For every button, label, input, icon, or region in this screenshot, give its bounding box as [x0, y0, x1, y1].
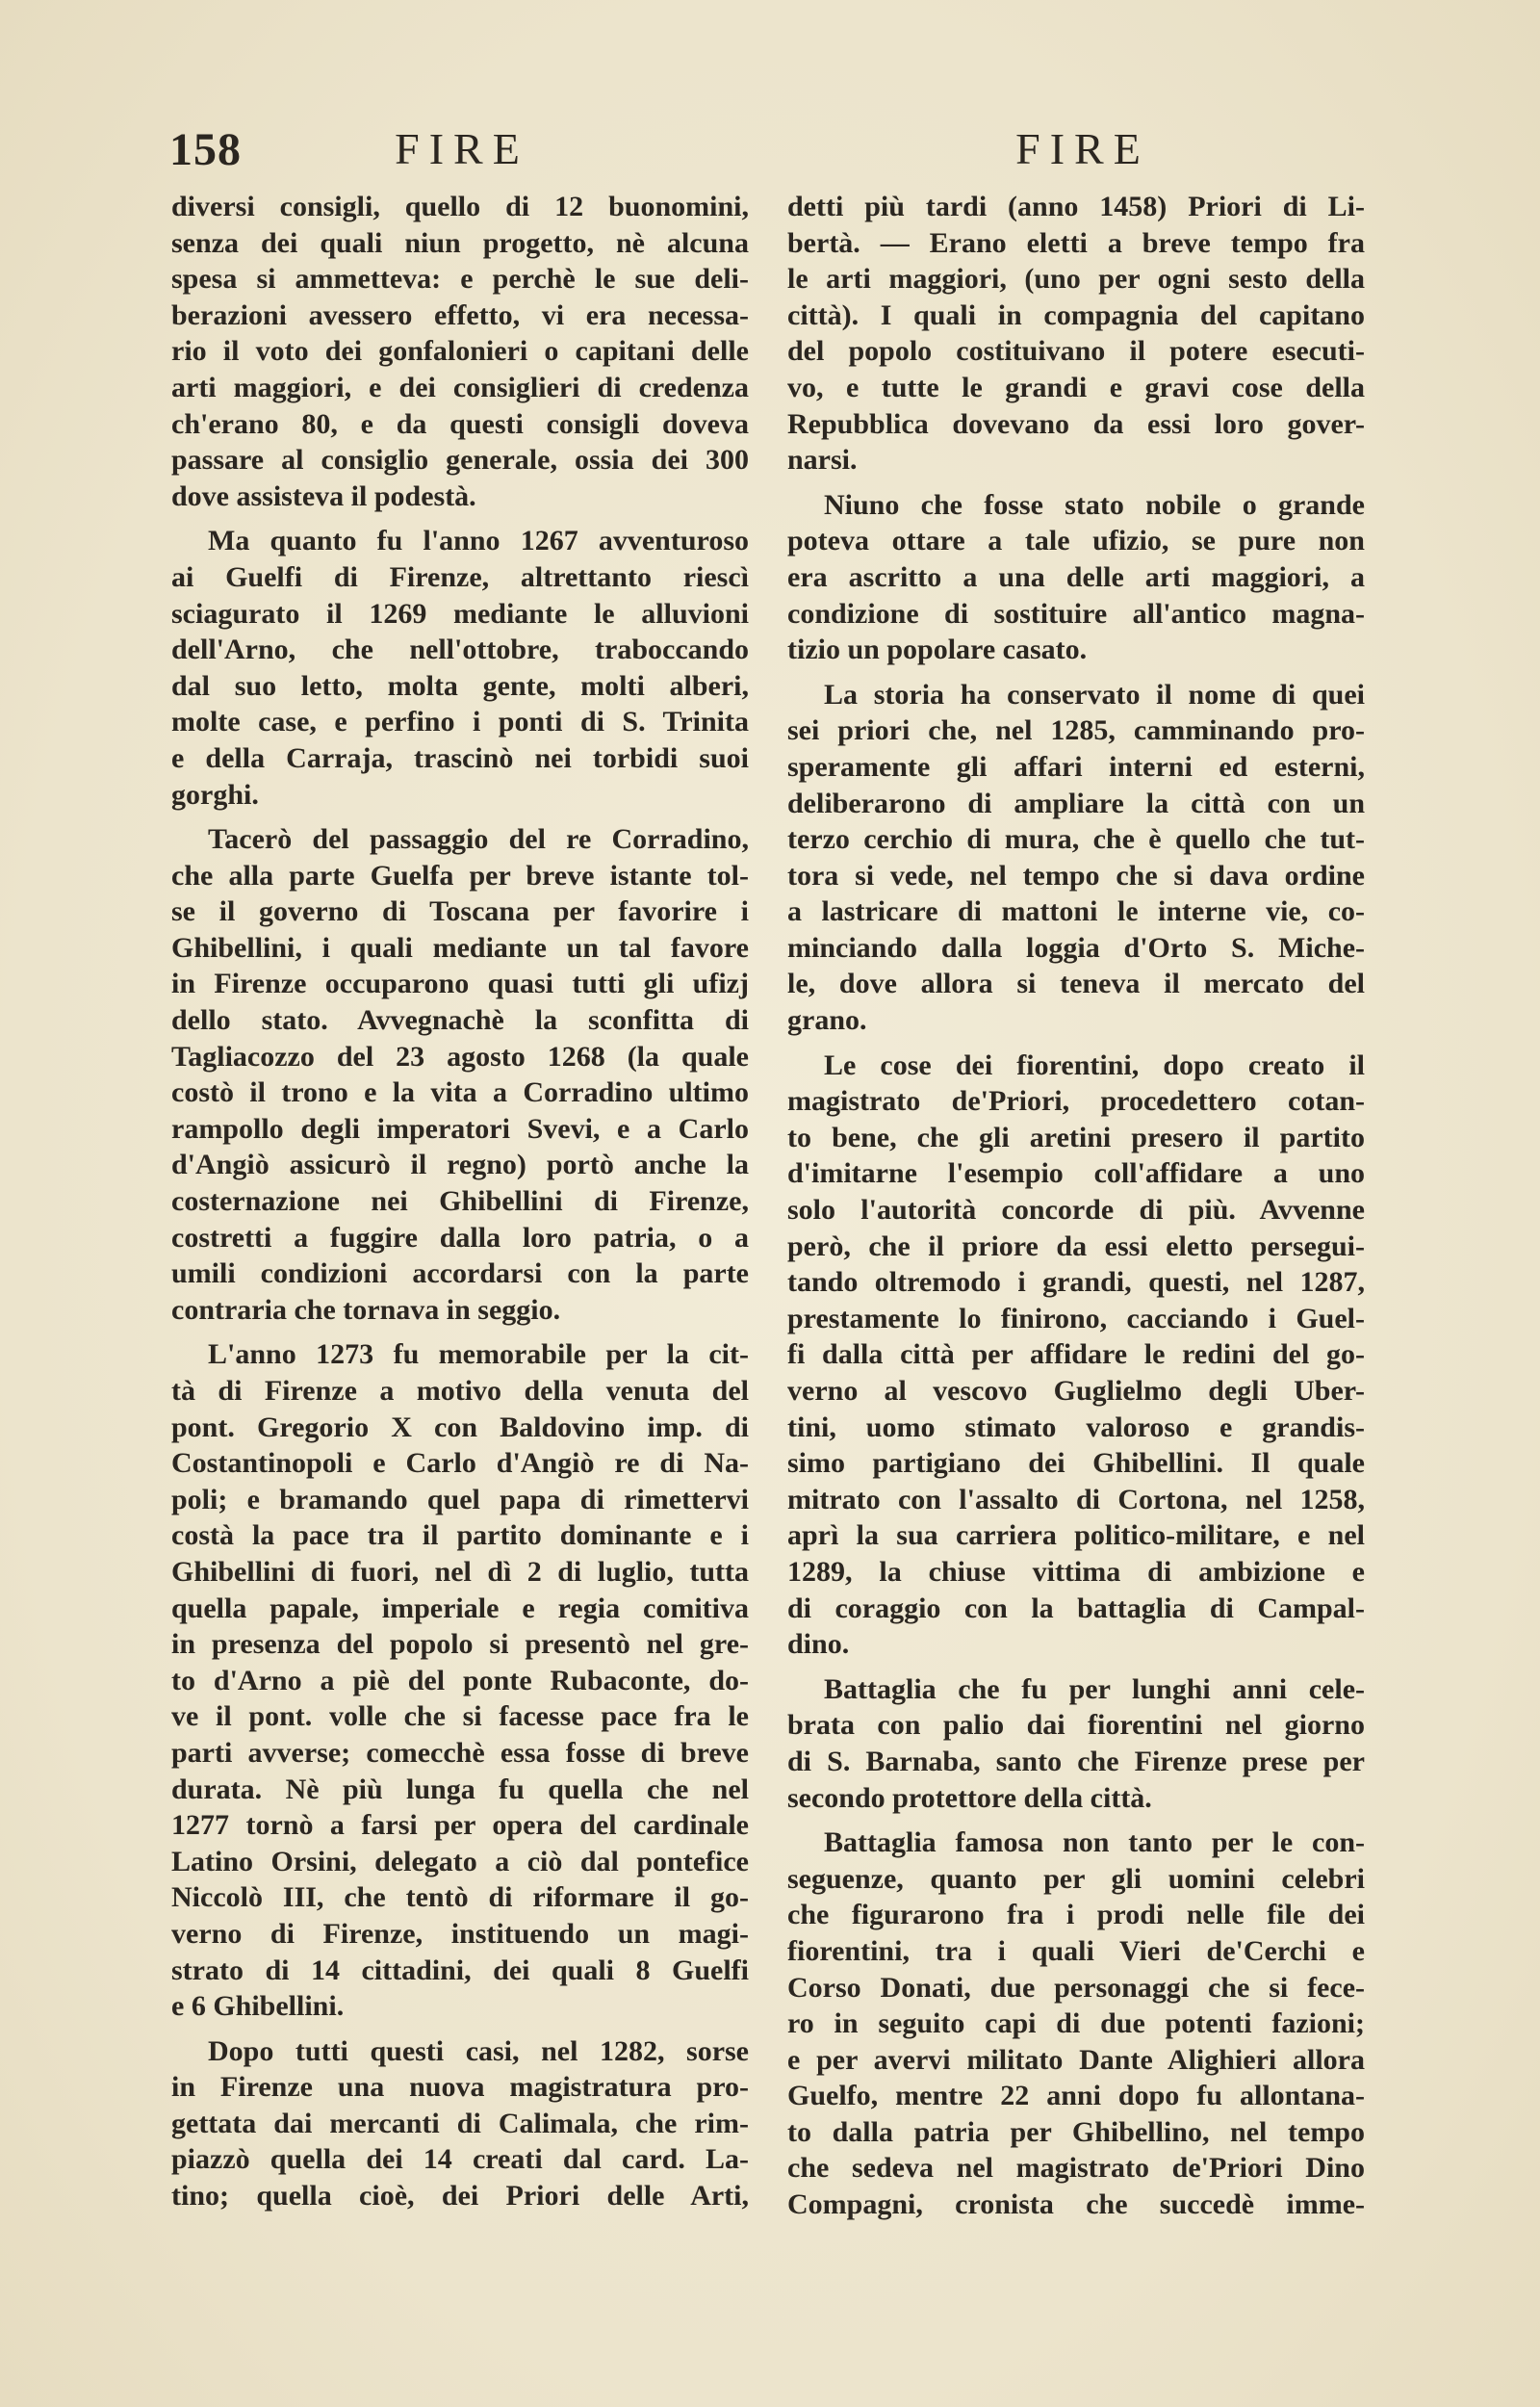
text-line: minciando dalla loggia d'Orto S. Miche-: [787, 931, 1365, 964]
text-line: mitrato con l'assalto di Cortona, nel 1258,: [787, 1483, 1365, 1515]
text-line: sciagurato il 1269 mediante le alluvioni: [171, 597, 749, 630]
text-line: Le cose dei fiorentini, dopo creato il: [824, 1048, 1365, 1081]
text-line: magistrato de'Priori, procedettero cotan-: [787, 1085, 1365, 1118]
text-line: speramente gli affari interni ed esterni,: [787, 750, 1365, 783]
text-line: in presenza del popolo si presentò nel gre-: [171, 1628, 749, 1661]
text-line: Corso Donati, due personaggi che si fece-: [787, 1971, 1365, 2004]
text-line: pont. Gregorio X con Baldovino imp. di: [171, 1411, 749, 1443]
text-line: ch'erano 80, e da questi consigli doveva: [171, 407, 749, 440]
text-line: umili condizioni accordarsi con la parte: [171, 1257, 749, 1290]
text-column-right: [787, 189, 1365, 2232]
paragraph: [787, 189, 1365, 479]
text-line: vo, e tutte le grandi e gravi cose della: [787, 371, 1365, 403]
text-line: a lastricare di mattoni le interne vie, co-: [787, 895, 1365, 928]
text-line: strato di 14 cittadini, dei quali 8 Guelfi: [171, 1954, 749, 1986]
text-line: grano.: [787, 1004, 867, 1037]
text-line: brata con palio dai fiorentini nel giorno: [787, 1709, 1365, 1742]
text-line: Niuno che fosse stato nobile o grande: [824, 488, 1365, 521]
text-line: Tacerò del passaggio del re Corradino,: [208, 823, 749, 856]
text-line: tora si vede, nel tempo che si dava ordine: [787, 859, 1365, 892]
text-line: dino.: [787, 1628, 850, 1661]
text-line: aprì la sua carriera politico-militare, e nel: [787, 1519, 1365, 1552]
paragraph: [171, 189, 749, 514]
text-line: dello stato. Avvegnachè la sconfitta di: [171, 1004, 749, 1037]
text-line: secondo protettore della città.: [787, 1781, 1152, 1814]
text-line: verno al vescovo Guglielmo degli Uber-: [787, 1375, 1365, 1407]
text-line: 1277 tornò a farsi per opera del cardinale: [171, 1809, 749, 1842]
text-line: simo partigiano dei Ghibellini. Il quale: [787, 1447, 1365, 1480]
paragraph: [787, 677, 1365, 1039]
text-line: contraria che tornava in seggio.: [171, 1293, 561, 1326]
page-number: 158: [169, 124, 242, 175]
text-line: poteva ottare a tale ufizio, se pure non: [787, 525, 1365, 557]
text-line: le arti maggiori, (uno per ogni sesto della: [787, 263, 1365, 296]
text-line: rio il voto dei gonfalonieri o capitani delle: [171, 335, 749, 368]
text-line: molte case, e perfino i ponti di S. Trinita: [171, 706, 749, 738]
text-line: in Firenze occuparono quasi tutti gli ufizj: [171, 968, 749, 1000]
text-line: città). I quali in compagnia del capitano: [787, 298, 1365, 331]
paragraph: [171, 523, 749, 813]
text-line: Guelfo, mentre 22 anni dopo fu allontana-: [787, 2080, 1365, 2112]
text-line: durata. Nè più lunga fu quella che nel: [171, 1773, 749, 1805]
text-line: Tagliacozzo del 23 agosto 1268 (la quale: [171, 1040, 749, 1073]
text-line: che sedeva nel magistrato de'Priori Dino: [787, 2152, 1365, 2185]
text-line: ve il pont. volle che si facesse pace fra le: [171, 1700, 749, 1733]
text-line: che alla parte Guelfa per breve istante tol-: [171, 859, 749, 892]
paragraph: [787, 1671, 1365, 1816]
text-line: costretti a fuggire dalla loro patria, o a: [171, 1221, 749, 1254]
text-line: arti maggiori, e dei consiglieri di credenza: [171, 371, 749, 403]
paragraph: [787, 1825, 1365, 2223]
text-line: diversi consigli, quello di 12 buonomini,: [171, 191, 749, 222]
text-line: Niccolò III, che tentò di riformare il go-: [171, 1881, 749, 1914]
text-line: d'imitarne l'esempio coll'affidare a uno: [787, 1157, 1365, 1190]
text-line: to dalla patria per Ghibellino, nel tempo: [787, 2115, 1365, 2148]
text-line: costà la pace tra il partito dominante e i: [171, 1519, 749, 1552]
text-line: rampollo degli imperatori Svevi, e a Carlo: [171, 1112, 749, 1145]
text-line: Costantinopoli e Carlo d'Angiò re di Na-: [171, 1447, 749, 1480]
paragraph: [171, 1336, 749, 2024]
text-line: narsi.: [787, 444, 858, 477]
text-line: ai Guelfi di Firenze, altrettanto riescì: [171, 560, 749, 593]
text-line: piazzò quella dei 14 creati dal card. La-: [171, 2143, 749, 2176]
text-line: verno di Firenze, instituendo un magi-: [171, 1917, 749, 1950]
text-line: gettata dai mercanti di Calimala, che rim-: [171, 2107, 749, 2139]
text-line: se il governo di Toscana per favorire i: [171, 895, 749, 928]
text-line: Ma quanto fu l'anno 1267 avventuroso: [208, 525, 749, 557]
text-line: poli; e bramando quel papa di rimettervi: [171, 1483, 749, 1515]
text-line: condizione di sostituire all'antico magna-: [787, 597, 1365, 630]
text-line: gorghi.: [171, 778, 259, 811]
text-line: Battaglia famosa non tanto per le con-: [824, 1826, 1365, 1859]
text-line: berazioni avessero effetto, vi era necessa-: [171, 298, 749, 331]
text-line: le, dove allora si teneva il mercato del: [787, 968, 1365, 1000]
text-line: tino; quella cioè, dei Priori delle Arti,: [171, 2180, 749, 2213]
text-line: Battaglia che fu per lunghi anni cele-: [824, 1672, 1365, 1705]
text-line: passare al consiglio generale, ossia dei 300: [171, 444, 749, 477]
text-line: seguenze, quanto per gli uomini celebri: [787, 1862, 1365, 1895]
text-line: detti più tardi (anno 1458) Priori di Li-: [787, 191, 1365, 222]
text-line: ro in seguito capi di due potenti fazioni;: [787, 2007, 1365, 2040]
text-line: La storia ha conservato il nome di quei: [824, 678, 1365, 711]
text-line: Ghibellini di fuori, nel dì 2 di luglio, tutta: [171, 1555, 749, 1588]
paragraph: [171, 2033, 749, 2214]
text-line: e per avervi militato Dante Alighieri allora: [787, 2043, 1365, 2076]
text-line: tizio un popolare casato.: [787, 634, 1088, 666]
text-line: terzo cerchio di mura, che è quello che tut-: [787, 823, 1365, 856]
text-line: bertà. — Erano eletti a breve tempo fra: [787, 226, 1365, 259]
text-line: to d'Arno a piè del ponte Rubaconte, do-: [171, 1664, 749, 1696]
text-line: di S. Barnaba, santo che Firenze prese per: [787, 1745, 1365, 1777]
running-head-right: FIRE: [1015, 124, 1150, 173]
text-line: d'Angiò assicurò il regno) portò anche la: [171, 1149, 749, 1181]
text-line: Dopo tutti questi casi, nel 1282, sorse: [208, 2034, 749, 2067]
text-line: tando oltremodo i grandi, questi, nel 1287,: [787, 1266, 1365, 1299]
text-line: e della Carraja, trascinò nei torbidi suoi: [171, 741, 749, 774]
text-line: deliberarono di ampliare la città con un: [787, 787, 1365, 819]
text-line: di coraggio con la battaglia di Campal-: [787, 1592, 1365, 1624]
text-line: del popolo costituivano il potere esecuti-: [787, 335, 1365, 368]
text-line: Compagni, cronista che succedè imme-: [787, 2188, 1365, 2221]
running-head-left: FIRE: [395, 124, 529, 173]
text-line: fiorentini, tra i quali Vieri de'Cerchi e: [787, 1934, 1365, 1967]
text-line: solo l'autorità concorde di più. Avvenne: [787, 1194, 1365, 1227]
text-line: senza dei quali niun progetto, nè alcuna: [171, 226, 749, 259]
text-line: spesa si ammetteva: e perchè le sue deli-: [171, 263, 749, 296]
text-line: e 6 Ghibellini.: [171, 1990, 345, 2023]
text-line: dell'Arno, che nell'ottobre, traboccando: [171, 634, 749, 666]
text-line: costò il trono e la vita a Corradino ultimo: [171, 1076, 749, 1109]
text-line: era ascritto a una delle arti maggiori, a: [787, 560, 1365, 593]
text-line: tini, uomo stimato valoroso e grandis-: [787, 1411, 1365, 1443]
text-line: tà di Firenze a motivo della venuta del: [171, 1375, 749, 1407]
text-column-left: [171, 189, 749, 2223]
text-line: in Firenze una nuova magistratura pro-: [171, 2071, 749, 2104]
text-line: to bene, che gli aretini presero il partito: [787, 1121, 1365, 1153]
text-line: L'anno 1273 fu memorabile per la cit-: [208, 1338, 749, 1371]
text-line: dove assisteva il podestà.: [171, 479, 476, 512]
text-line: prestamente lo finirono, cacciando i Guel-: [787, 1302, 1365, 1334]
text-line: quella papale, imperiale e regia comitiva: [171, 1592, 749, 1624]
paragraph: [171, 821, 749, 1328]
text-line: 1289, la chiuse vittima di ambizione e: [787, 1555, 1365, 1588]
paragraph: [787, 1048, 1365, 1663]
text-line: Latino Orsini, delegato a ciò dal pontefice: [171, 1845, 749, 1877]
text-line: che figurarono fra i prodi nelle file dei: [787, 1899, 1365, 1931]
text-line: Repubblica dovevano da essi loro gover-: [787, 407, 1365, 440]
text-line: Ghibellini, i quali mediante un tal favore: [171, 931, 749, 964]
paragraph: [787, 487, 1365, 668]
text-line: costernazione nei Ghibellini di Firenze,: [171, 1185, 749, 1218]
text-line: però, che il priore da essi eletto persegui-: [787, 1229, 1365, 1262]
text-line: parti avverse; comecchè essa fosse di breve: [171, 1736, 749, 1769]
text-line: sei priori che, nel 1285, camminando pro-: [787, 714, 1365, 747]
text-line: fi dalla città per affidare le redini del go-: [787, 1338, 1365, 1371]
text-line: dal suo letto, molta gente, molti alberi,: [171, 669, 749, 702]
